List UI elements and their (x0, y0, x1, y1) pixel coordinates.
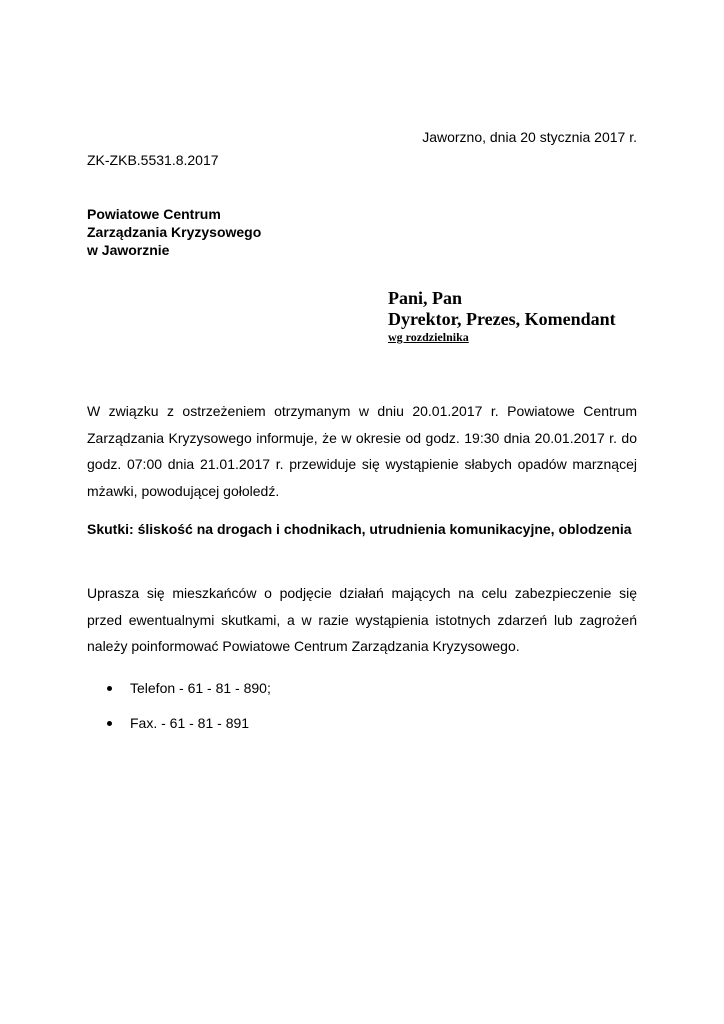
fax-contact: Fax. - 61 - 81 - 891 (130, 715, 250, 731)
recipient-line: Pani, Pan (388, 288, 463, 308)
sender-line: Powiatowe Centrum (87, 206, 221, 222)
sender-line: Zarządzania Kryzysowego (87, 224, 262, 240)
place-date: Jaworzno, dnia 20 stycznia 2017 r. (422, 129, 637, 145)
bullet-icon (107, 721, 112, 726)
recipient-block (388, 288, 616, 345)
reference-number: ZK-ZKB.5531.8.2017 (87, 152, 219, 168)
bullet-icon (107, 686, 112, 691)
sender-block (87, 205, 261, 259)
list-item (105, 710, 271, 745)
list-item (105, 675, 271, 710)
effects-paragraph: Skutki: śliskość na drogach i chodnikach, utrudnienia komunikacyjne, oblodzenia (87, 521, 632, 537)
recipient-note: wg rozdzielnika (388, 330, 469, 344)
warning-paragraph: W związku z ostrzeżeniem otrzymanym w dniu 20.01.2017 r. Powiatowe Centrum Zarządzania Kryzysowego informuje, że w okresie od godz. 19:30 dnia 20.01.2017 r. do godz. 07:00 dnia 21.01.2017 r. przewiduje się wystąpienie słabych opadów marznącej mżawki, powodującej gołoledź. (87, 403, 637, 499)
contact-list (105, 675, 271, 745)
sender-line: w Jaworznie (87, 242, 170, 258)
request-paragraph: Uprasza się mieszkańców o podjęcie działań mających na celu zabezpieczenie się przed ewentualnymi skutkami, a w razie wystąpienia istotnych zdarzeń lub zagrożeń należy poinformować Powiatowe Centrum Zarządzania Kryzysowego. (87, 585, 637, 654)
recipient-line: Dyrektor, Prezes, Komendant (388, 309, 616, 329)
phone-contact: Telefon - 61 - 81 - 890; (130, 680, 271, 696)
